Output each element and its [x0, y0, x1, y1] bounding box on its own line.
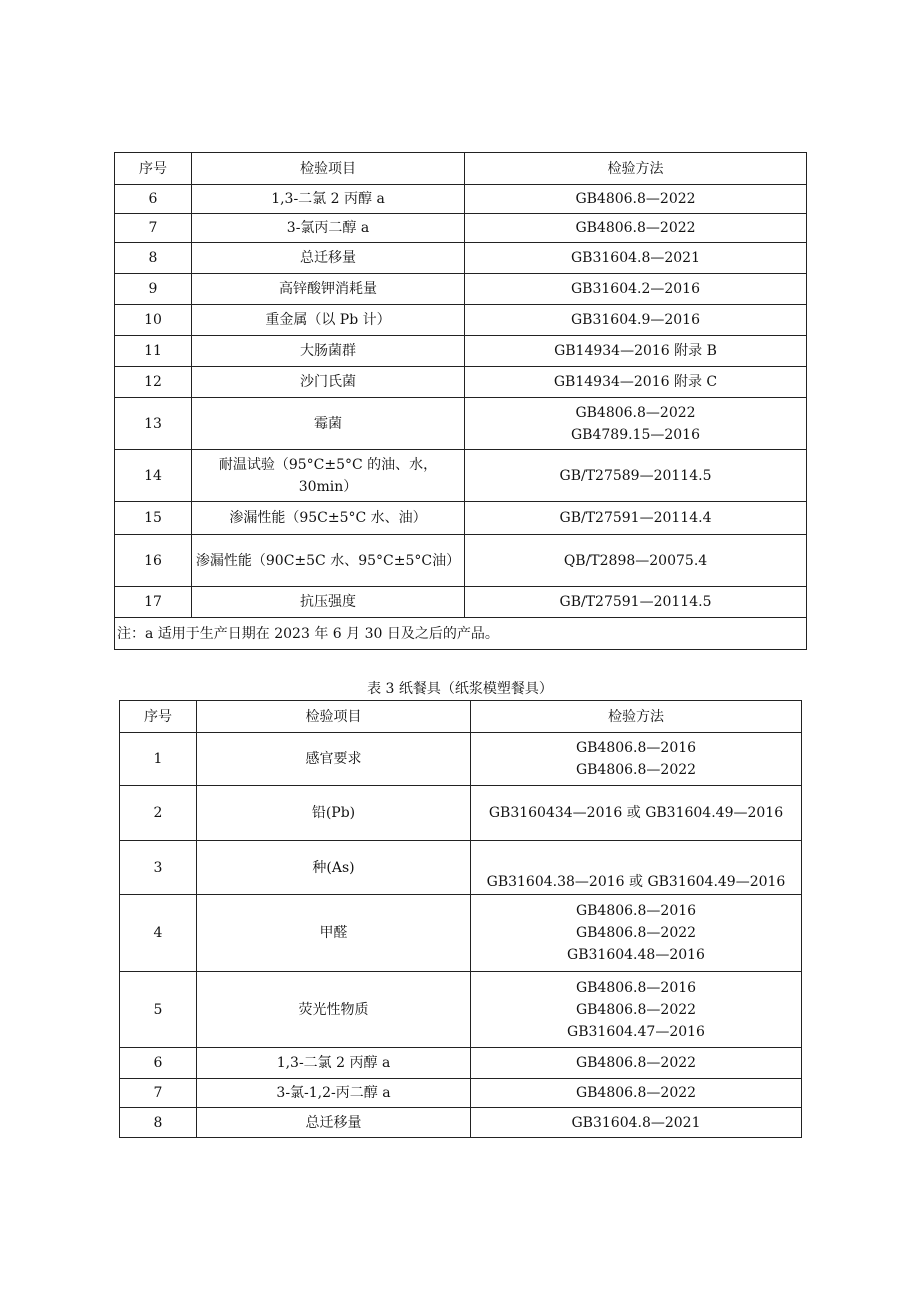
row-no: 6: [115, 185, 192, 214]
table-row: [115, 214, 807, 243]
row-method: QB/T2898—20075.4: [465, 535, 807, 587]
header-no: 序号: [120, 701, 197, 733]
row-item: 高锌酸钾消耗量: [192, 274, 465, 305]
row-method: GB31604.8—2021: [465, 243, 807, 274]
row-no: 4: [120, 895, 197, 972]
method-line: GB4806.8—2022: [575, 925, 697, 941]
row-item: 重金属（以 Pb 计）: [192, 305, 465, 336]
row-item: 抗压强度: [192, 587, 465, 618]
row-item: 沙门氏菌: [192, 367, 465, 398]
method-line: GB4806.8—2016: [575, 979, 697, 996]
row-method: GB14934—2016 附录 C: [465, 367, 807, 398]
row-method: GB/T27591—20114.5: [465, 587, 807, 618]
row-item: 霉菌: [192, 398, 465, 450]
row-no: 2: [120, 786, 197, 841]
table-row: [115, 243, 807, 274]
table-row: [115, 398, 807, 450]
row-item: 渗漏性能（90C±5C 水、95°C±5°C油）: [192, 535, 465, 587]
row-item: 3-氯-1,2-丙二醇 a: [197, 1079, 471, 1108]
row-method: [465, 398, 807, 450]
table-2-continued: [114, 152, 807, 650]
row-item: 3-氯丙二醇 a: [192, 214, 465, 243]
row-item: [192, 450, 465, 502]
row-item: 1,3-二氯 2 丙醇 a: [197, 1048, 471, 1079]
table-row: [120, 786, 802, 841]
table-row: [120, 733, 802, 786]
row-no: 13: [115, 398, 192, 450]
item-line: 30min）: [298, 478, 358, 495]
row-item: 种(As): [197, 841, 471, 895]
row-item: 1,3-二氯 2 丙醇 a: [192, 185, 465, 214]
table-row: [120, 895, 802, 972]
row-item: 甲醛: [197, 895, 471, 972]
row-no: 7: [120, 1079, 197, 1108]
table-row: [115, 274, 807, 305]
row-no: 1: [120, 733, 197, 786]
row-method: GB31604.2—2016: [465, 274, 807, 305]
row-item: 铅(Pb): [197, 786, 471, 841]
row-item: 总迁移量: [197, 1108, 471, 1138]
row-method: GB/T27591—20114.4: [465, 502, 807, 535]
row-method: GB4806.8—2022: [465, 214, 807, 243]
table-row: [115, 450, 807, 502]
method-line: GB4806.8—2016: [575, 903, 697, 919]
row-item: 大肠菌群: [192, 336, 465, 367]
row-no: 17: [115, 587, 192, 618]
row-no: 8: [120, 1108, 197, 1138]
table-row: [120, 1079, 802, 1108]
row-method: [471, 733, 802, 786]
method-line: GB4806.8—2022: [575, 404, 696, 421]
row-item: 荧光性物质: [197, 972, 471, 1048]
table-note-row: [115, 618, 807, 650]
table-row: [120, 1048, 802, 1079]
row-no: 9: [115, 274, 192, 305]
table-row: [115, 587, 807, 618]
row-method: GB3160434—2016 或 GB31604.49—2016: [471, 786, 802, 841]
row-method: GB14934—2016 附录 B: [465, 336, 807, 367]
row-method: GB/T27589—20114.5: [465, 450, 807, 502]
table-row: [115, 367, 807, 398]
row-no: 5: [120, 972, 197, 1048]
table-header-row: [120, 701, 802, 733]
table-row: [120, 841, 802, 895]
table-row: [120, 972, 802, 1048]
table-3-caption: 表 3 纸餐具（纸浆模塑餐具）: [367, 681, 553, 697]
method-line: GB4806.8—2022: [575, 1001, 697, 1018]
header-item: 检验项目: [197, 701, 471, 733]
table-row: [115, 336, 807, 367]
row-method: [471, 972, 802, 1048]
row-method: GB31604.9—2016: [465, 305, 807, 336]
method-line: GB31604.47—2016: [567, 1023, 705, 1040]
table-row: [120, 1108, 802, 1138]
row-method: GB31604.8—2021: [471, 1108, 802, 1138]
table-row: [115, 305, 807, 336]
item-line: 耐温试验（95°C±5°C 的油、水，: [218, 456, 438, 473]
header-method: 检验方法: [465, 153, 807, 185]
row-method: [471, 895, 802, 972]
row-no: 15: [115, 502, 192, 535]
row-method: GB4806.8—2022: [465, 185, 807, 214]
row-no: 11: [115, 336, 192, 367]
header-item: 检验项目: [192, 153, 465, 185]
header-method: 检验方法: [471, 701, 802, 733]
row-item: 总迁移量: [192, 243, 465, 274]
row-no: 7: [115, 214, 192, 243]
row-no: 6: [120, 1048, 197, 1079]
row-no: 8: [115, 243, 192, 274]
row-method: GB31604.38—2016 或 GB31604.49—2016: [471, 841, 802, 895]
table-note: 注：a 适用于生产日期在 2023 年 6 月 30 日及之后的产品。: [115, 618, 807, 650]
method-line: GB4789.15—2016: [571, 426, 700, 443]
table-row: [115, 535, 807, 587]
row-method: GB4806.8—2022: [471, 1048, 802, 1079]
row-no: 10: [115, 305, 192, 336]
table-row: [115, 185, 807, 214]
row-no: 16: [115, 535, 192, 587]
method-line: GB31604.48—2016: [567, 947, 705, 963]
table-3: [119, 700, 802, 1138]
row-no: 12: [115, 367, 192, 398]
table-header-row: [115, 153, 807, 185]
table-row: [115, 502, 807, 535]
method-line: GB4806.8—2016: [575, 740, 697, 756]
row-no: 3: [120, 841, 197, 895]
header-no: 序号: [115, 153, 192, 185]
row-no: 14: [115, 450, 192, 502]
row-item: 感官要求: [197, 733, 471, 786]
method-line: GB4806.8—2022: [575, 762, 697, 778]
row-item: 渗漏性能（95C±5°C 水、油）: [192, 502, 465, 535]
row-method: GB4806.8—2022: [471, 1079, 802, 1108]
